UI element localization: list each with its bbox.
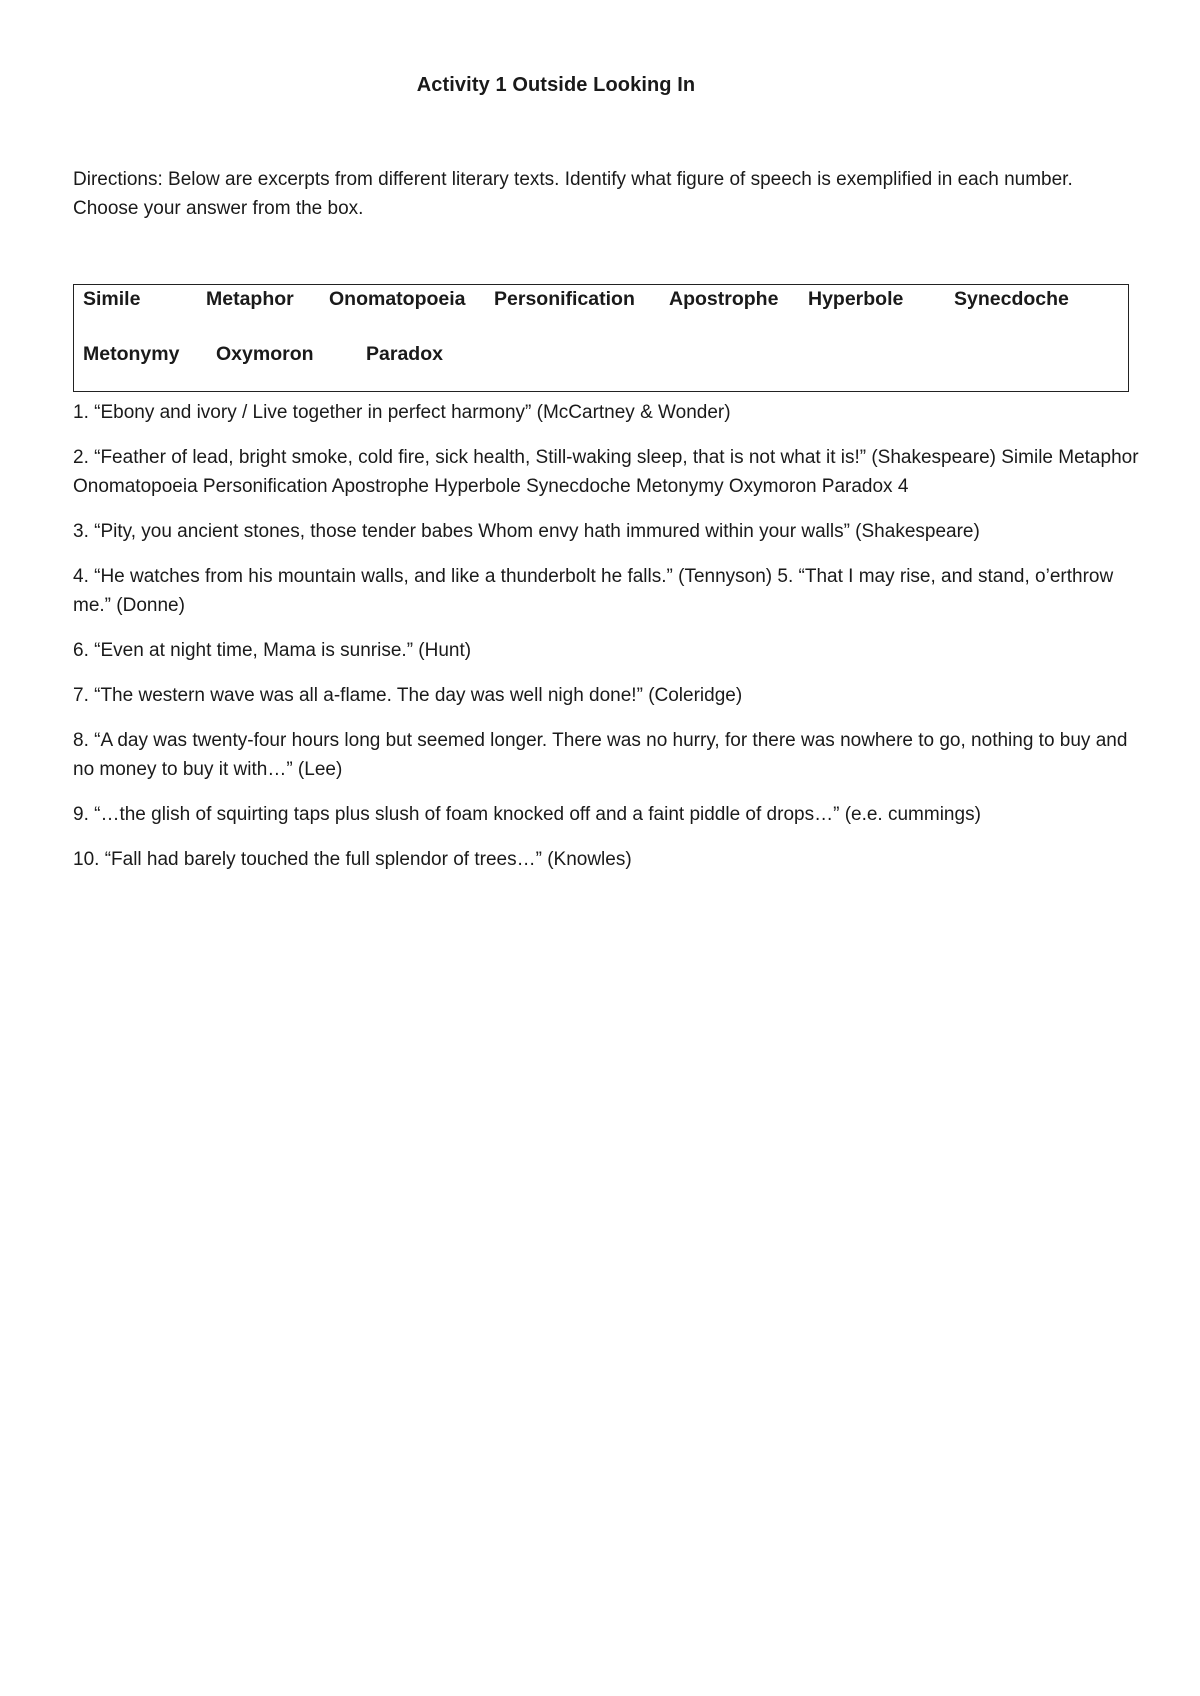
word-box-item-onomatopoeia: Onomatopoeia bbox=[329, 288, 466, 310]
word-box-item-simile: Simile bbox=[83, 288, 141, 310]
word-box-item-oxymoron: Oxymoron bbox=[216, 343, 314, 365]
word-box-item-apostrophe: Apostrophe bbox=[669, 288, 779, 310]
exercise-item: 9. “…the glish of squirting taps plus slush of foam knocked off and a faint piddle of drops…” (e.e. cummings) bbox=[73, 804, 981, 825]
word-box-item-paradox: Paradox bbox=[366, 343, 443, 365]
word-box-item-hyperbole: Hyperbole bbox=[808, 288, 904, 310]
word-box-item-personification: Personification bbox=[494, 288, 635, 310]
exercise-item: 6. “Even at night time, Mama is sunrise.” (Hunt) bbox=[73, 640, 472, 661]
exercise-item: 2. “Feather of lead, bright smoke, cold fire, sick health, Still-waking sleep, that is not what it is!” (Shakespeare) Simile Metaphor Onomatopoeia Personification Apostrophe Hyperbole Synecdoche Metonymy Oxymoron Paradox 4 bbox=[73, 447, 1139, 497]
exercise-item: 8. “A day was twenty-four hours long but seemed longer. There was no hurry, for there was nowhere to go, nothing to buy and no money to buy it with…” (Lee) bbox=[73, 730, 1128, 780]
exercise-item: 1. “Ebony and ivory / Live together in perfect harmony” (McCartney & Wonder) bbox=[73, 402, 731, 423]
exercise-item: 4. “He watches from his mountain walls, and like a thunderbolt he falls.” (Tennyson) 5. “That I may rise, and stand, o’erthrow me.” (Donne) bbox=[73, 566, 1114, 616]
page-title: Activity 1 Outside Looking In bbox=[416, 74, 696, 96]
word-box-item-synecdoche: Synecdoche bbox=[954, 288, 1069, 310]
word-box-item-metonymy: Metonymy bbox=[83, 343, 180, 365]
exercise-items bbox=[73, 398, 1143, 890]
answer-word-box bbox=[73, 284, 1129, 392]
word-box-item-metaphor: Metaphor bbox=[206, 288, 294, 310]
exercise-item: 10. “Fall had barely touched the full splendor of trees…” (Knowles) bbox=[73, 849, 632, 870]
directions-text: Directions: Below are excerpts from different literary texts. Identify what figure of speech is exemplified in each number. Choose your answer from the box. bbox=[73, 169, 1073, 219]
exercise-item: 3. “Pity, you ancient stones, those tender babes Whom envy hath immured within your walls” (Shakespeare) bbox=[73, 521, 980, 542]
exercise-item: 7. “The western wave was all a-flame. The day was well nigh done!” (Coleridge) bbox=[73, 685, 743, 706]
